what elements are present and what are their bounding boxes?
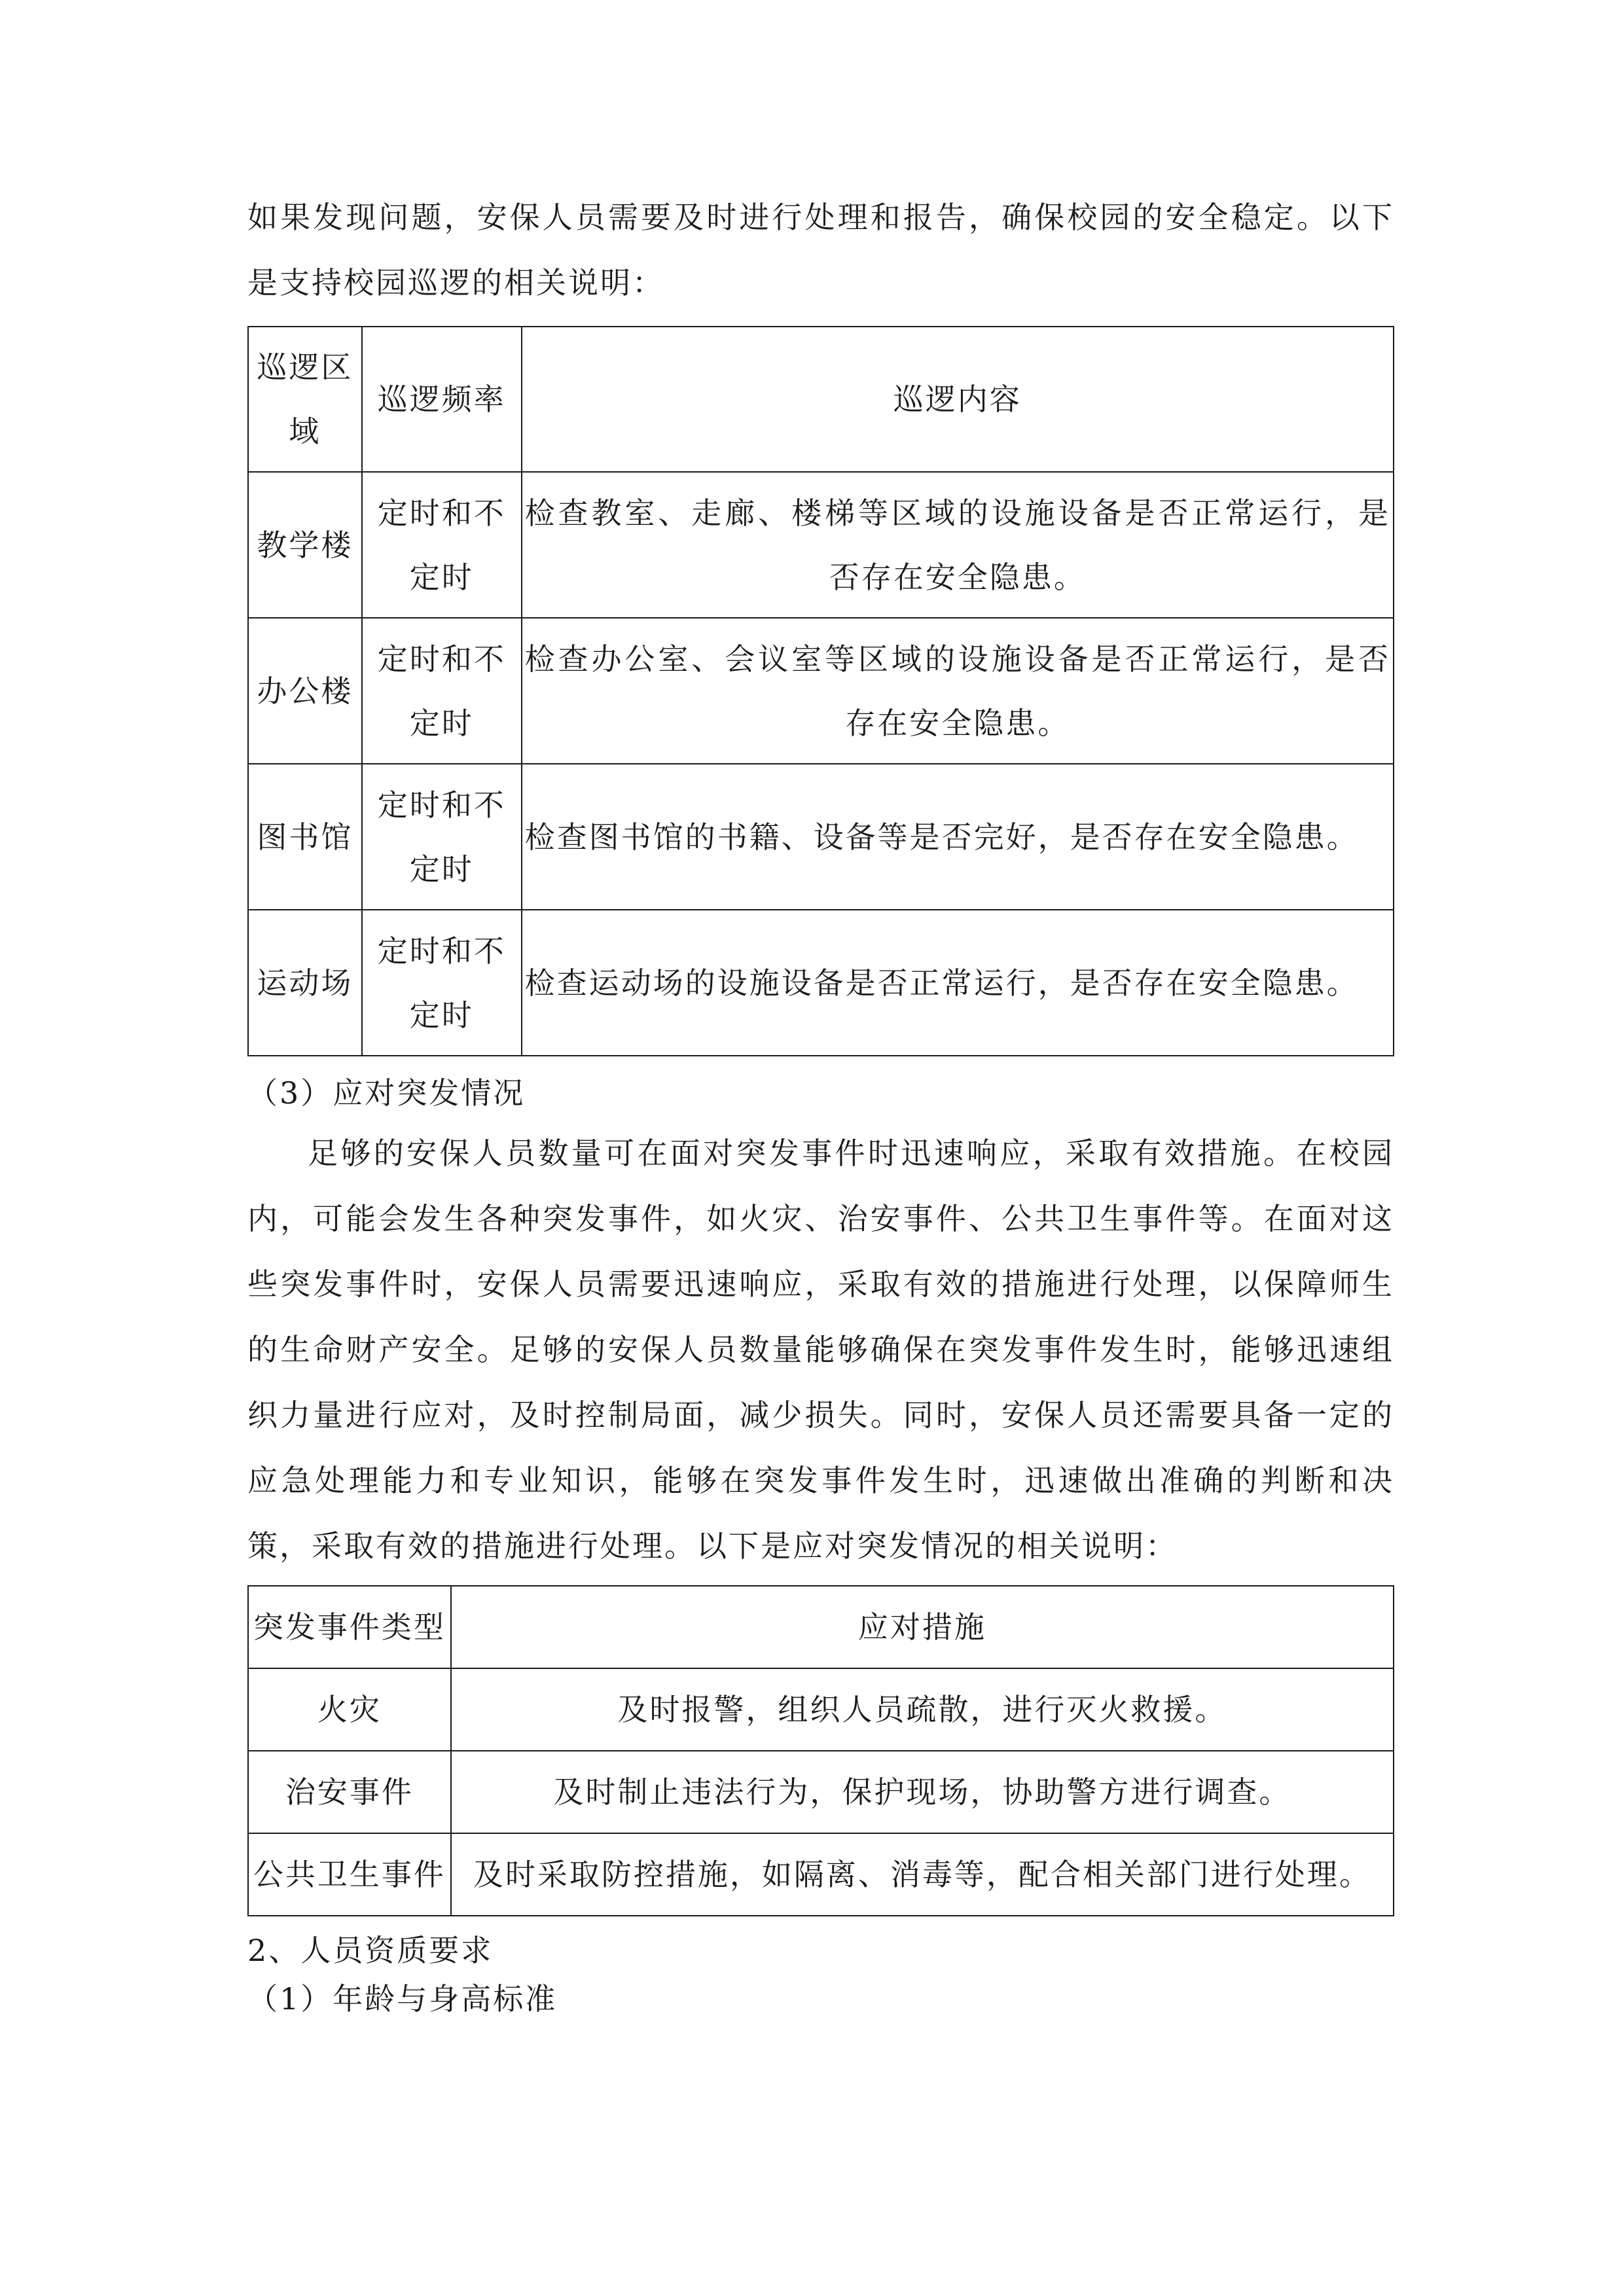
table-row [248, 472, 1394, 618]
emergency-table [247, 1585, 1394, 1916]
section-3-heading: （3）应对突发情况 [247, 1075, 526, 1111]
patrol-area-cell: 运动场 [248, 910, 362, 1056]
subsection-1-heading: （1）年龄与身高标准 [247, 1981, 558, 2017]
patrol-area-cell: 图书馆 [248, 764, 362, 910]
section-2-heading: 2、人员资质要求 [247, 1933, 494, 1968]
header-patrol-area: 巡逻区域 [248, 327, 362, 472]
emergency-measure-cell: 及时制止违法行为，保护现场，协助警方进行调查。 [451, 1751, 1394, 1833]
patrol-frequency-cell: 定时和不定时 [362, 472, 522, 618]
emergency-type-cell: 火灾 [248, 1668, 451, 1751]
emergency-measure-cell: 及时采取防控措施，如隔离、消毒等，配合相关部门进行处理。 [451, 1833, 1394, 1916]
patrol-table [247, 326, 1394, 1056]
emergency-measure-cell: 及时报警，组织人员疏散，进行灭火救援。 [451, 1668, 1394, 1751]
header-emergency-measure: 应对措施 [451, 1586, 1394, 1668]
table-row [248, 910, 1394, 1056]
table-row [248, 1668, 1394, 1751]
header-emergency-type: 突发事件类型 [248, 1586, 451, 1668]
patrol-content-cell: 检查运动场的设施设备是否正常运行，是否存在安全隐患。 [522, 910, 1394, 1056]
patrol-content-cell: 检查图书馆的书籍、设备等是否完好，是否存在安全隐患。 [522, 764, 1394, 910]
table-row [248, 764, 1394, 910]
patrol-frequency-cell: 定时和不定时 [362, 764, 522, 910]
header-patrol-content: 巡逻内容 [522, 327, 1394, 472]
table-row [248, 618, 1394, 764]
patrol-content-cell: 检查办公室、会议室等区域的设施设备是否正常运行，是否存在安全隐患。 [522, 618, 1394, 764]
table-row [248, 1751, 1394, 1833]
header-patrol-frequency: 巡逻频率 [362, 327, 522, 472]
emergency-type-cell: 公共卫生事件 [248, 1833, 451, 1916]
patrol-area-cell: 办公楼 [248, 618, 362, 764]
patrol-content-cell: 检查教室、走廊、楼梯等区域的设施设备是否正常运行，是否存在安全隐患。 [522, 472, 1394, 618]
patrol-frequency-cell: 定时和不定时 [362, 910, 522, 1056]
patrol-table-header-row [248, 327, 1394, 472]
patrol-area-cell: 教学楼 [248, 472, 362, 618]
table-row [248, 1833, 1394, 1916]
patrol-frequency-cell: 定时和不定时 [362, 618, 522, 764]
emergency-type-cell: 治安事件 [248, 1751, 451, 1833]
emergency-table-header-row [248, 1586, 1394, 1668]
section-3-paragraph: 足够的安保人员数量可在面对突发事件时迅速响应，采取有效措施。在校园内，可能会发生各种突发事件，如火灾、治安事件、公共卫生事件等。在面对这些突发事件时，安保人员需要迅速响应，采取有效的措施进行处理，以保障师生的生命财产安全。足够的安保人员数量能够确保在突发事件发生时，能够迅速组织力量进行应对，及时控制局面，减少损失。同时，安保人员还需要具备一定的应急处理能力和专业知识，能够在突发事件发生时，迅速做出准确的判断和决策，采取有效的措施进行处理。以下是应对突发情况的相关说明： [247, 1136, 1394, 1564]
intro-paragraph: 如果发现问题，安保人员需要及时进行处理和报告，确保校园的安全稳定。以下是支持校园巡逻的相关说明： [247, 200, 1394, 300]
